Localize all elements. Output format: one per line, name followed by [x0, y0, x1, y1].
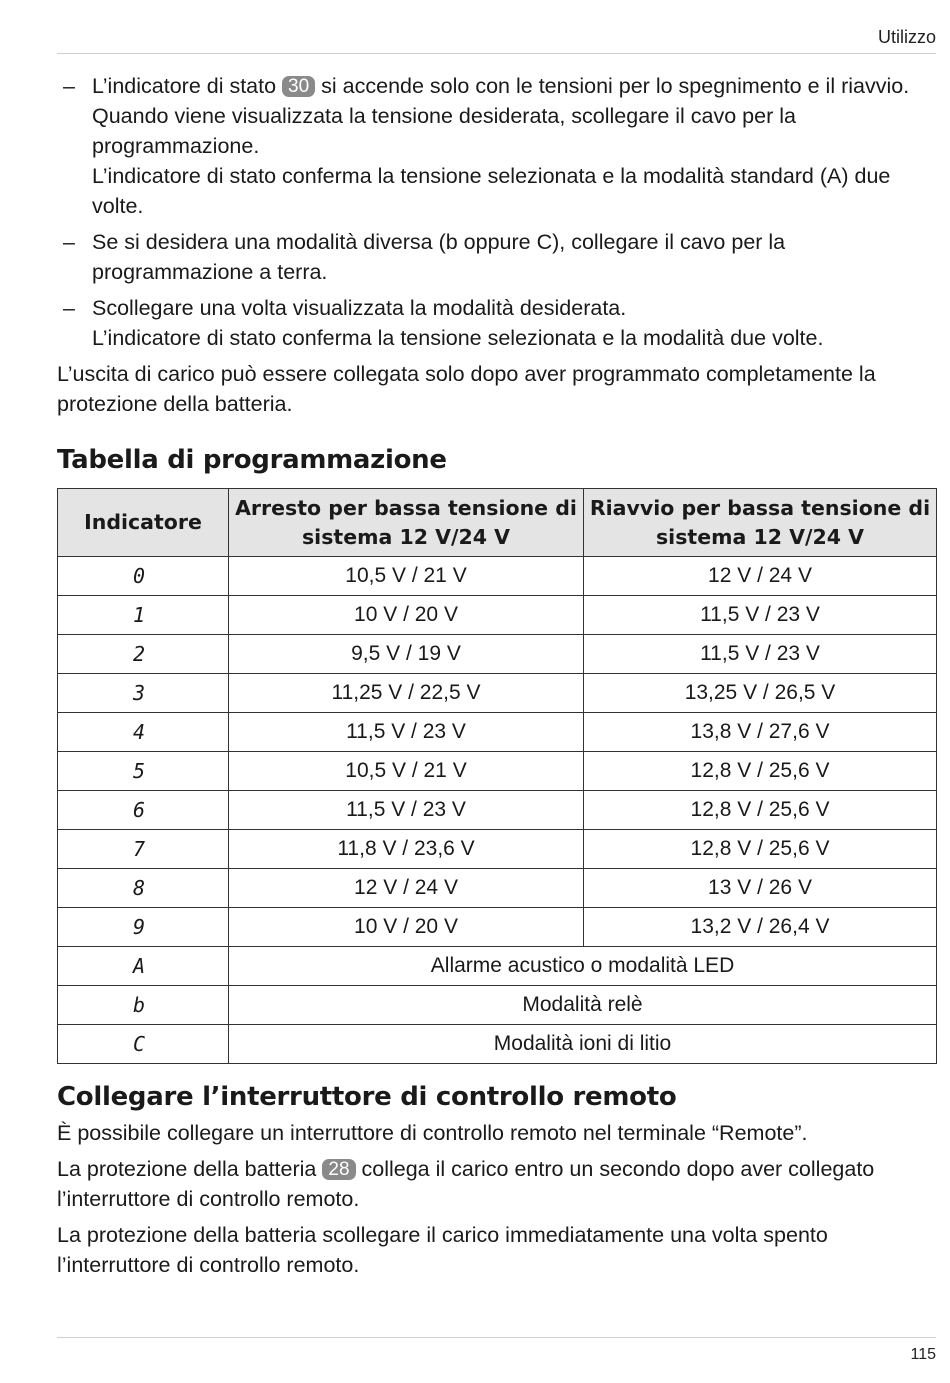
bullet-text: L’indicatore di stato conferma la tensione selezionata e la modalità due volte.: [92, 326, 824, 350]
page-header-label: Utilizzo: [877, 27, 936, 47]
section-title-table: Tabella di programmazione: [57, 445, 447, 475]
indicator-cell: b: [58, 986, 229, 1025]
table-row: [58, 635, 937, 674]
indicator-cell: 5: [58, 752, 229, 791]
table-row: [58, 947, 937, 986]
indicator-cell: 9: [58, 908, 229, 947]
bullet-item: [57, 227, 937, 287]
table-row: [58, 674, 937, 713]
shutdown-cell: 10,5 V / 21 V: [229, 752, 584, 791]
bullet-text: si accende solo con le tensioni per lo spegnimento e il riavvio. Quando viene visualizzata la tensione desiderata, scollegare il cavo per la programmazione.: [92, 74, 910, 158]
dash-marker: –: [63, 230, 75, 254]
header-restart: Riavvio per bassa tensione di sistema 12 V/24 V: [584, 489, 937, 557]
restart-cell: 13,8 V / 27,6 V: [584, 713, 937, 752]
shutdown-cell: 11,5 V / 23 V: [229, 791, 584, 830]
remote-paragraph: La protezione della batteria scollegare il carico immediatamente una volta spento l’interruttore di controllo remoto.: [57, 1223, 828, 1277]
table-row: [58, 830, 937, 869]
indicator-cell: 0: [58, 557, 229, 596]
table-row: [58, 557, 937, 596]
restart-cell: 12,8 V / 25,6 V: [584, 752, 937, 791]
indicator-cell: 7: [58, 830, 229, 869]
indicator-cell: C: [58, 1025, 229, 1064]
paragraph-text: La protezione della batteria: [57, 1157, 317, 1181]
restart-cell: 13 V / 26 V: [584, 869, 937, 908]
bullet-text: L’indicatore di stato: [92, 74, 277, 98]
indicator-cell: 8: [58, 869, 229, 908]
bullet-text: L’indicatore di stato conferma la tensione selezionata e la modalità standard (A) due volte.: [92, 164, 891, 218]
shutdown-cell: 11,25 V / 22,5 V: [229, 674, 584, 713]
table-row: [58, 986, 937, 1025]
header-indicator: Indicatore: [58, 489, 229, 557]
remote-paragraph: È possibile collegare un interruttore di controllo remoto nel terminale “Remote”.: [57, 1121, 808, 1145]
shutdown-cell: 12 V / 24 V: [229, 869, 584, 908]
dash-marker: –: [63, 296, 75, 320]
page-content: [57, 71, 937, 1286]
programming-table: [57, 488, 937, 1064]
section-title-remote: Collegare l’interruttore di controllo remoto: [57, 1082, 677, 1112]
restart-cell: 13,25 V / 26,5 V: [584, 674, 937, 713]
restart-cell: 11,5 V / 23 V: [584, 635, 937, 674]
header-rule: [57, 53, 936, 54]
page-number: 115: [910, 1346, 936, 1363]
indicator-cell: 1: [58, 596, 229, 635]
mode-cell: Modalità relè: [229, 986, 937, 1025]
header-shutdown: Arresto per bassa tensione di sistema 12 V/24 V: [229, 489, 584, 557]
restart-cell: 12,8 V / 25,6 V: [584, 791, 937, 830]
shutdown-cell: 11,8 V / 23,6 V: [229, 830, 584, 869]
table-row: [58, 752, 937, 791]
indicator-cell: A: [58, 947, 229, 986]
shutdown-cell: 10,5 V / 21 V: [229, 557, 584, 596]
footer-rule: [57, 1337, 936, 1338]
table-header-row: [58, 489, 937, 557]
restart-cell: 11,5 V / 23 V: [584, 596, 937, 635]
shutdown-cell: 11,5 V / 23 V: [229, 713, 584, 752]
table-row: [58, 908, 937, 947]
table-row: [58, 791, 937, 830]
table-row: [58, 869, 937, 908]
paragraph-text: collega il carico entro un secondo dopo aver collegato l’interruttore di controllo remoto.: [57, 1157, 875, 1211]
restart-cell: 12 V / 24 V: [584, 557, 937, 596]
bullet-text: Scollegare una volta visualizzata la modalità desiderata.: [92, 296, 627, 320]
reference-badge: 28: [322, 1159, 355, 1180]
bullet-text: Se si desidera una modalità diversa (b oppure C), collegare il cavo per la programmazione a terra.: [92, 230, 786, 284]
remote-paragraph: [57, 1154, 937, 1214]
indicator-cell: 4: [58, 713, 229, 752]
bullet-item: [57, 293, 937, 353]
indicator-cell: 6: [58, 791, 229, 830]
mode-cell: Modalità ioni di litio: [229, 1025, 937, 1064]
shutdown-cell: 10 V / 20 V: [229, 908, 584, 947]
shutdown-cell: 10 V / 20 V: [229, 596, 584, 635]
bullet-item: [57, 71, 937, 221]
intro-paragraph: L’uscita di carico può essere collegata solo dopo aver programmato completamente la protezione della batteria.: [57, 362, 876, 416]
reference-badge: 30: [282, 76, 315, 97]
indicator-cell: 2: [58, 635, 229, 674]
restart-cell: 13,2 V / 26,4 V: [584, 908, 937, 947]
table-row: [58, 713, 937, 752]
restart-cell: 12,8 V / 25,6 V: [584, 830, 937, 869]
table-row: [58, 1025, 937, 1064]
dash-marker: –: [63, 74, 75, 98]
mode-cell: Allarme acustico o modalità LED: [229, 947, 937, 986]
indicator-cell: 3: [58, 674, 229, 713]
table-row: [58, 596, 937, 635]
shutdown-cell: 9,5 V / 19 V: [229, 635, 584, 674]
